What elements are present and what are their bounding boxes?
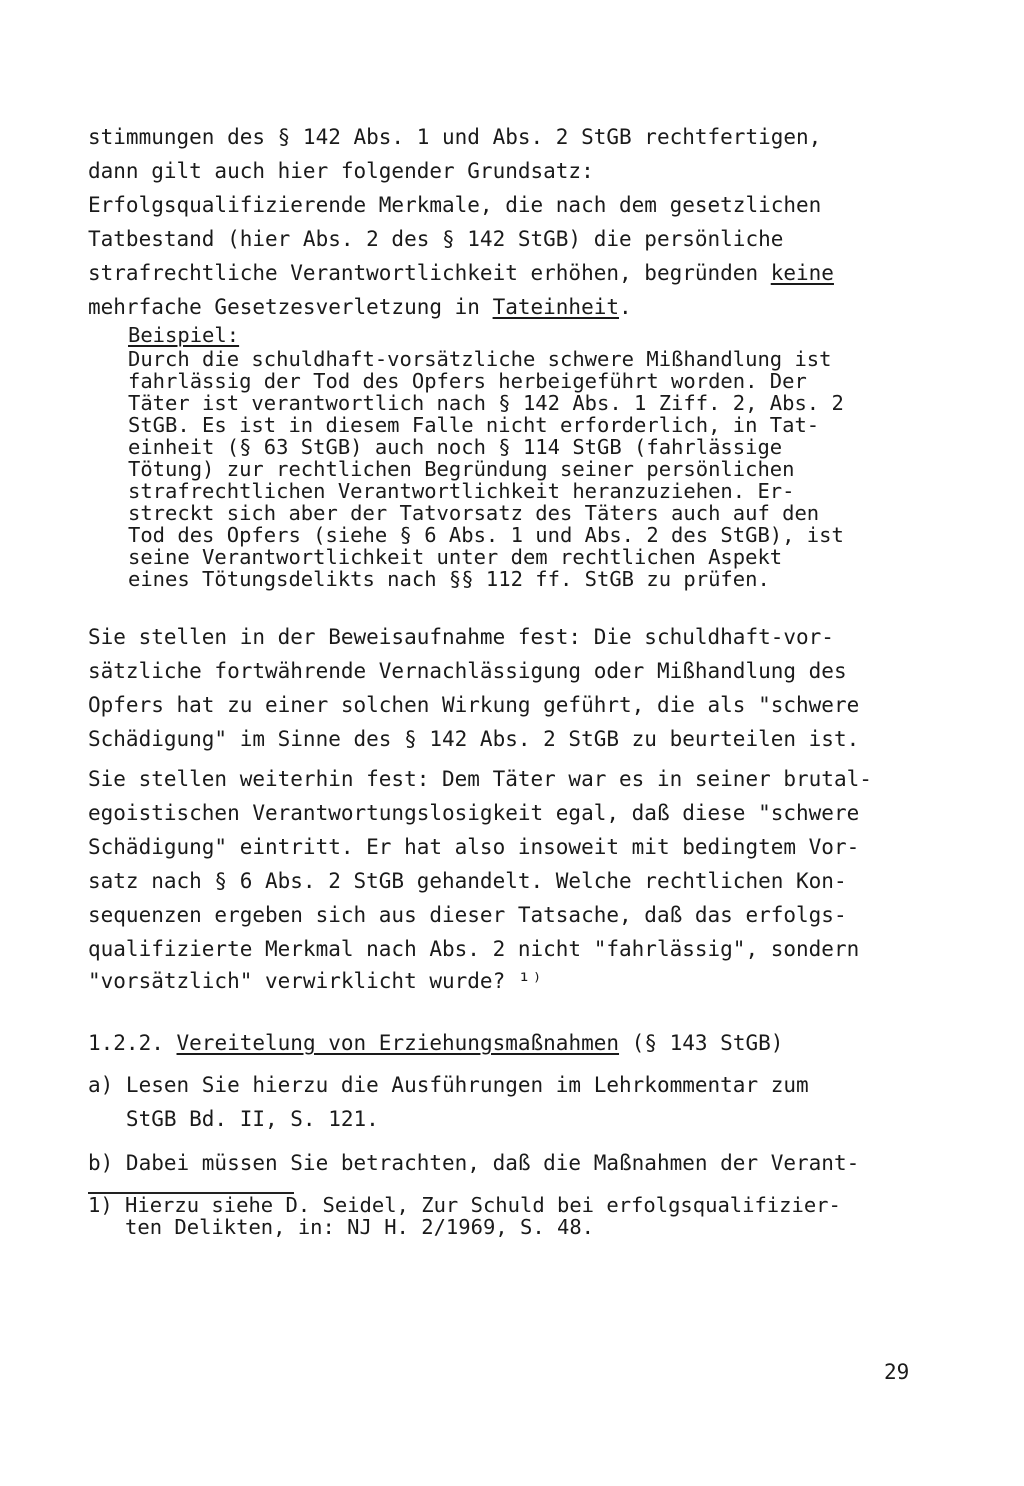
footnote-line: 1) Hierzu siehe D. Seidel, Zur Schuld bei erfolgsqualifizier- (88, 1193, 841, 1217)
text-line: Opfers hat zu einer solchen Wirkung geführt, die als "schwere (88, 693, 860, 717)
example-line: StGB. Es ist in diesem Falle nicht erforderlich, in Tat- (128, 413, 820, 437)
text-line: Schädigung" eintritt. Er hat also insoweit mit bedingtem Vor- (88, 835, 860, 859)
text-line: stimmungen des § 142 Abs. 1 und Abs. 2 StGB rechtfertigen, (88, 125, 822, 149)
text-line: mehrfache Gesetzesverletzung in Tateinheit. (88, 295, 632, 319)
text-line: "vorsätzlich" verwirklicht wurde? ¹⁾ (88, 969, 544, 993)
list-item: a) Lesen Sie hierzu die Ausführungen im Lehrkommentar zum (88, 1073, 809, 1097)
example-line: strafrechtlichen Verantwortlichkeit heranzuziehen. Er- (128, 479, 795, 503)
text-line: Tatbestand (hier Abs. 2 des § 142 StGB) die persönliche (88, 227, 784, 251)
text-line: satz nach § 6 Abs. 2 StGB gehandelt. Welche rechtlichen Kon- (88, 869, 847, 893)
example-line: eines Tötungsdelikts nach §§ 112 ff. StGB zu prüfen. (128, 567, 770, 591)
text-line: dann gilt auch hier folgender Grundsatz: (88, 159, 594, 183)
example-line: einheit (§ 63 StGB) auch noch § 114 StGB (fahrlässige (128, 435, 783, 459)
list-item: StGB Bd. II, S. 121. (88, 1107, 379, 1131)
text-line: Sie stellen in der Beweisaufnahme fest: Die schuldhaft-vor- (88, 625, 834, 649)
text-line: Erfolgsqualifizierende Merkmale, die nach dem gesetzlichen (88, 193, 822, 217)
underlined-word: Tateinheit (492, 295, 620, 319)
footnote-line: ten Delikten, in: NJ H. 2/1969, S. 48. (88, 1215, 595, 1239)
text-line: Schädigung" im Sinne des § 142 Abs. 2 StGB zu beurteilen ist. (88, 727, 860, 751)
section-heading: 1.2.2. Vereitelung von Erziehungsmaßnahmen (§ 143 StGB) (88, 1031, 784, 1055)
example-label: Beispiel: (128, 323, 240, 347)
list-item: b) Dabei müssen Sie betrachten, daß die Maßnahmen der Verant- (88, 1151, 860, 1175)
underlined-word: keine (770, 261, 834, 285)
example-line: Durch die schuldhaft-vorsätzliche schwere Mißhandlung ist (128, 347, 832, 371)
section-title: Vereitelung von Erziehungsmaßnahmen (176, 1031, 620, 1055)
example-line: Tod des Opfers (siehe § 6 Abs. 1 und Abs. 2 des StGB), ist (128, 523, 844, 547)
text-line: qualifizierte Merkmal nach Abs. 2 nicht "fahrlässig", sondern (88, 937, 860, 961)
example-line: fahrlässig der Tod des Opfers herbeigeführt worden. Der (128, 369, 807, 393)
example-line: Täter ist verantwortlich nach § 142 Abs. 1 Ziff. 2, Abs. 2 (128, 391, 844, 415)
page-number: 29 (884, 1360, 910, 1384)
text-line: sätzliche fortwährende Vernachlässigung oder Mißhandlung des (88, 659, 847, 683)
text-line: egoistischen Verantwortungslosigkeit egal, daß diese "schwere (88, 801, 860, 825)
text-line: sequenzen ergeben sich aus dieser Tatsache, daß das erfolgs- (88, 903, 847, 927)
example-line: Tötung) zur rechtlichen Begründung seiner persönlichen (128, 457, 795, 481)
example-line: streckt sich aber der Tatvorsatz des Täters auch auf den (128, 501, 820, 525)
text-line: strafrechtliche Verantwortlichkeit erhöhen, begründen keine (88, 261, 834, 285)
example-line: seine Verantwortlichkeit unter dem rechtlichen Aspekt (128, 545, 783, 569)
text-line: Sie stellen weiterhin fest: Dem Täter war es in seiner brutal- (88, 767, 872, 791)
